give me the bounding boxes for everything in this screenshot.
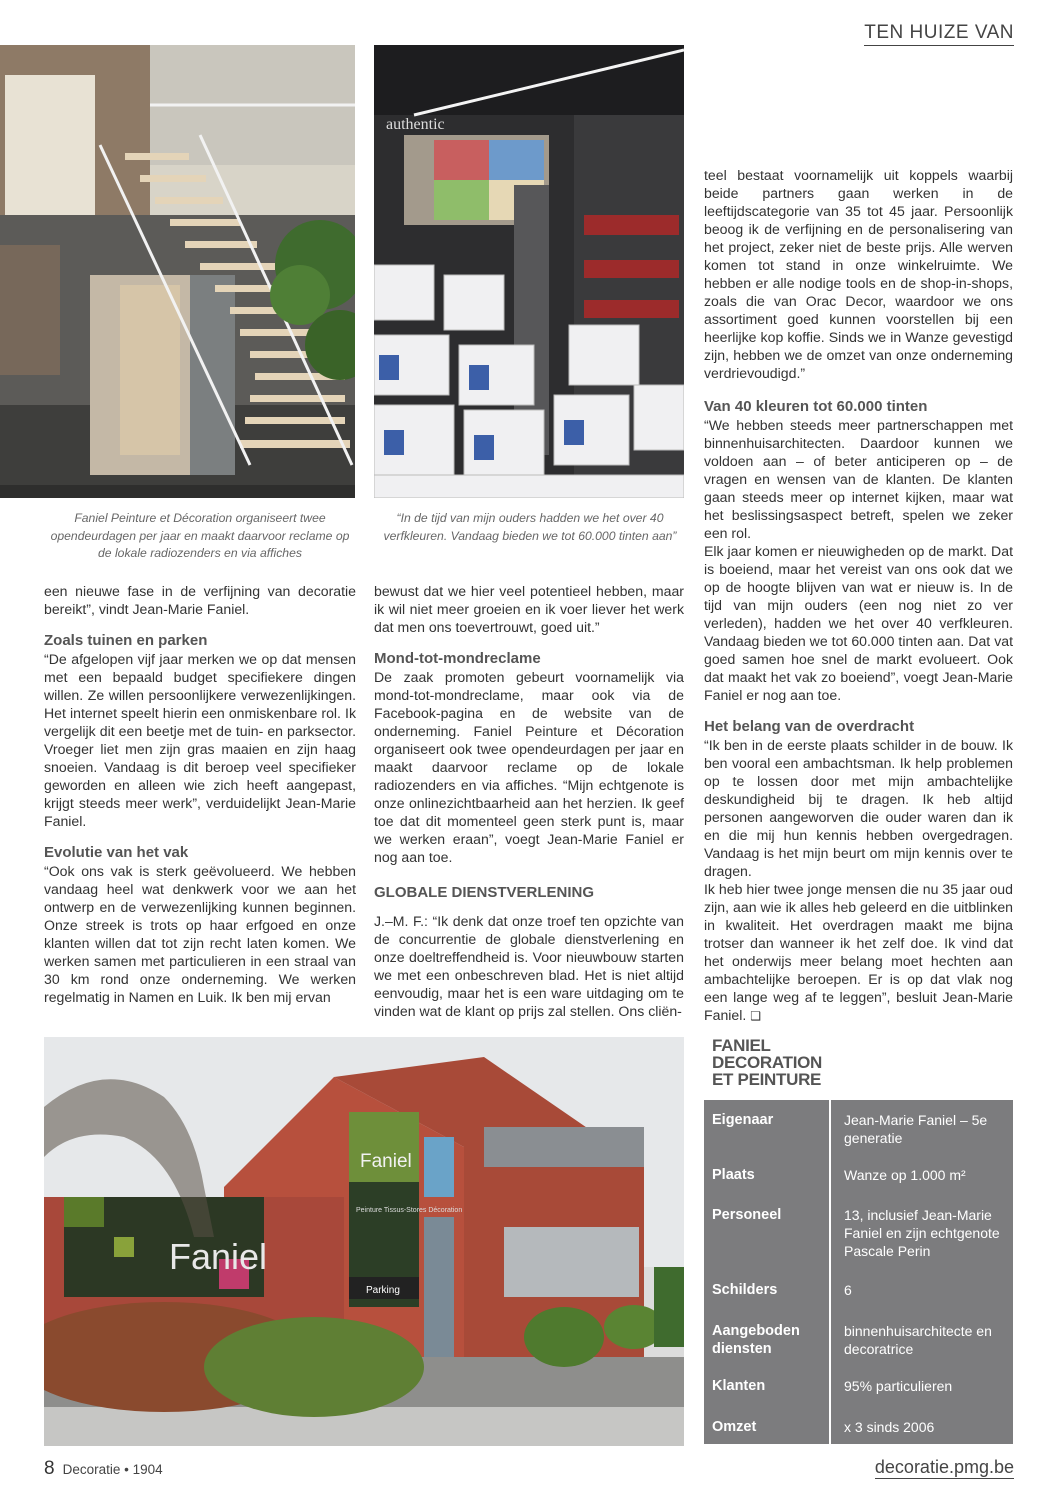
article-column-2 bbox=[374, 582, 684, 1020]
subheading-globale-dienstverlening: GLOBALE DIENSTVERLENING bbox=[374, 884, 595, 901]
article-column-3 bbox=[704, 166, 1013, 1025]
paint-store-illustration bbox=[374, 45, 684, 498]
info-label: Aangeboden diensten bbox=[712, 1323, 800, 1357]
paragraph: “Ook ons vak is sterk geëvolueerd. We hebben vandaag heel wat denkwerk voor we aan het ontwerp en de verwezenlijking kunnen beginnen. Onze streek is trots op haar erfgoed en onze klanten willen dat tot zijn recht laten komen. We werken samen met particulieren in een straal van 30 km rond onze onderneming. We werken regelmatig in Namen en Luik. Ik ben mij ervan bbox=[44, 863, 356, 1005]
parking-text: Parking bbox=[366, 1285, 400, 1296]
paragraph: “We hebben steeds meer partnerschappen met binnenhuisarchitecten. Daardoor kunnen we voldoen aan – of beter anticiperen op – de vragen en wensen van de klanten. De klanten gaan steeds meer op internet kijken, maar wat het beslissingsaspect betreft, spelen we zeker een rol. bbox=[704, 417, 1013, 541]
info-label: Eigenaar bbox=[712, 1112, 774, 1128]
end-mark: ❑ bbox=[750, 1009, 761, 1023]
paragraph: Elk jaar komen er nieuwigheden op de markt. Dat is boeiend, maar het vereist van ons ook dat we op de hoogte blijven van wat er nieuw is. In de tijd van mijn ouders (een nog niet zo ver verleden), hadden we het over 40 verfkleuren. Vandaag bieden we tot 60.000 tinten aan. Dat vat goed samen hoe snel de markt evolueert. Ook dat maakt het vak zo boeiend”, voegt Jean-Marie Faniel er nog aan toe. bbox=[704, 543, 1013, 703]
subheading-overdracht: Het belang van de overdracht bbox=[704, 718, 915, 735]
paragraph: bewust dat we hier veel potentieel hebben, maar ik wil niet meer groeien en ik voer liever het werk dat men ons toevertrouwt, goed uit.” bbox=[374, 583, 684, 635]
page-number: 8 bbox=[44, 1458, 55, 1479]
paragraph: “De afgelopen vijf jaar merken we op dat mensen met een bepaald budget specifiekere dingen willen. Ze willen persoonlijkere verwezenlijkingen. Het internet speelt hierin een onmiskenbare rol. Ik vergelijk dit een beetje met de tuin- en parksector. Vroeger liet men zijn gras maaien en zijn haag snoeien. Vandaag is dit beroep veel specifieker geworden en alleen wie zich heeft aangepast, krijgt steeds meer werk”, verduidelijkt Jean-Marie Faniel. bbox=[44, 651, 356, 829]
infobox-title-line: FANIEL bbox=[712, 1036, 771, 1055]
showroom-illustration bbox=[0, 45, 355, 498]
subheading-tuinen: Zoals tuinen en parken bbox=[44, 632, 208, 649]
paragraph: een nieuwe fase in de verfijning van decoratie bereikt”, vindt Jean-Marie Faniel. bbox=[44, 583, 356, 617]
paragraph bbox=[704, 880, 1013, 1025]
footer-left bbox=[44, 1458, 163, 1480]
article-column-1 bbox=[44, 582, 356, 1006]
paragraph-text: Ik heb hier twee jonge mensen die nu 35 jaar oud zijn, aan wie ik alles heb geleerd en die uitblinken in kwaliteit. Het overdragen maakt me bijna trotser dan wanneer ik het zelf doe. Ik vind dat het onderwijs meer belang moet hechten aan ambachtelijke beroepen. Er is op dat vlak nog een lange weg af te leggen”, besluit Jean-Marie Faniel. bbox=[704, 881, 1013, 1023]
info-value: Jean-Marie Faniel – 5e generatie bbox=[844, 1112, 988, 1146]
sign-pylon-text: Faniel bbox=[360, 1151, 412, 1172]
subheading-mond-tot-mond: Mond-tot-mondreclame bbox=[374, 650, 541, 667]
paint-store-photo bbox=[374, 45, 684, 498]
subheading-kleuren: Van 40 kleuren tot 60.000 tinten bbox=[704, 398, 928, 415]
info-value: 6 bbox=[844, 1282, 852, 1298]
caption-showroom: Faniel Peinture et Décoration organiseert twee opendeurdagen per jaar en maakt daarvoor reclame op de lokale radiozenders en via affiches bbox=[50, 511, 350, 560]
building-photo bbox=[44, 1037, 684, 1446]
section-tag: TEN HUIZE VAN bbox=[864, 22, 1014, 46]
caption-paint-store: “In de tijd van mijn ouders hadden we het over 40 verfkleuren. Vandaag bieden we tot 60.000 tinten aan” bbox=[383, 511, 677, 543]
info-label: Plaats bbox=[712, 1167, 755, 1183]
info-label: Omzet bbox=[712, 1419, 757, 1435]
infobox-title bbox=[712, 1037, 822, 1088]
infobox-divider bbox=[829, 1100, 831, 1444]
info-value: x 3 sinds 2006 bbox=[844, 1419, 935, 1435]
company-infobox bbox=[704, 1100, 1013, 1444]
paragraph: “Ik ben in de eerste plaats schilder in de bouw. Ik ben vooral een ambachtsman. Ik help problemen op te lossen door met mijn ambachtelijke deskundigheid bij te dragen. Ik heb altijd personen aangeworven die ouder waren dan ik en die mij hun kennis hebben overgedragen. Vandaag is het mijn beurt om mijn kennis over te dragen. bbox=[704, 737, 1013, 879]
info-label: Schilders bbox=[712, 1282, 778, 1298]
info-value: binnenhuisarchitecte en decoratrice bbox=[844, 1323, 992, 1357]
paragraph: De zaak promoten gebeurt voornamelijk via mond-tot-mondreclame, maar ook via de Facebook-pagina en de website van de onderneming. Faniel Peinture et Décoration organiseert ook twee opendeurdagen per jaar en maakt daarvoor reclame op de lokale radiozenders en via affiches. “Mijn echtgenote is onze onlinezichtbaarheid aan het herzien. Ik geef toe dat dit momenteel geen sterk punt is, maar we werken eraan”, voegt Jean-Marie Faniel er nog aan toe. bbox=[374, 669, 684, 865]
infobox-title-line: ET PEINTURE bbox=[712, 1070, 822, 1089]
info-value: Wanze op 1.000 m² bbox=[844, 1167, 966, 1183]
paragraph: J.–M. F.: “Ik denk dat onze troef ten opzichte van de concurrentie de globale dienstverlening en onze doeltreffendheid is. Voor nieuwbouw starten we met een onbeschreven blad. Het is niet altijd eenvoudig, maar het is een ware uitdaging om te vinden wat de klant op prijs zal stellen. Ons cliën- bbox=[374, 913, 684, 1019]
info-value: 13, inclusief Jean-Marie Faniel en zijn echtgenote Pascale Perin bbox=[844, 1207, 1000, 1259]
subheading-evolutie: Evolutie van het vak bbox=[44, 844, 189, 861]
showroom-photo bbox=[0, 45, 355, 498]
info-label: Personeel bbox=[712, 1207, 782, 1223]
info-value: 95% particulieren bbox=[844, 1378, 953, 1394]
pylon-subtext: Peinture Tissus-Stores Décoration bbox=[356, 1207, 463, 1214]
store-sign-text: authentic bbox=[386, 116, 445, 133]
sign-left-text: Faniel bbox=[169, 1236, 268, 1277]
website-link[interactable]: decoratie.pmg.be bbox=[874, 1457, 1014, 1477]
info-label: Klanten bbox=[712, 1378, 766, 1394]
magazine-issue: Decoratie • 1904 bbox=[62, 1462, 163, 1477]
infobox-title-line: DECORATION bbox=[712, 1053, 823, 1072]
building-illustration bbox=[44, 1037, 684, 1446]
paragraph: teel bestaat voornamelijk uit koppels waarbij beide partners gaan werken in de leeftijdscategorie van 35 tot 45 jaar. Persoonlijk beoog ik de verfijning en de personalisering van het project, zeker niet de beste prijs. Alle werven komen tot stand in onze winkelruimte. We hebben er alle nodige tools en de shop-in-shops, zoals die van Orac Decor, waardoor we ons assortiment goed kunnen voorstellen bij een heerlijke kop koffie. Sinds we in Wanze gevestigd zijn, hebben we de omzet van onze onderneming verdrievoudigd.” bbox=[704, 167, 1013, 381]
